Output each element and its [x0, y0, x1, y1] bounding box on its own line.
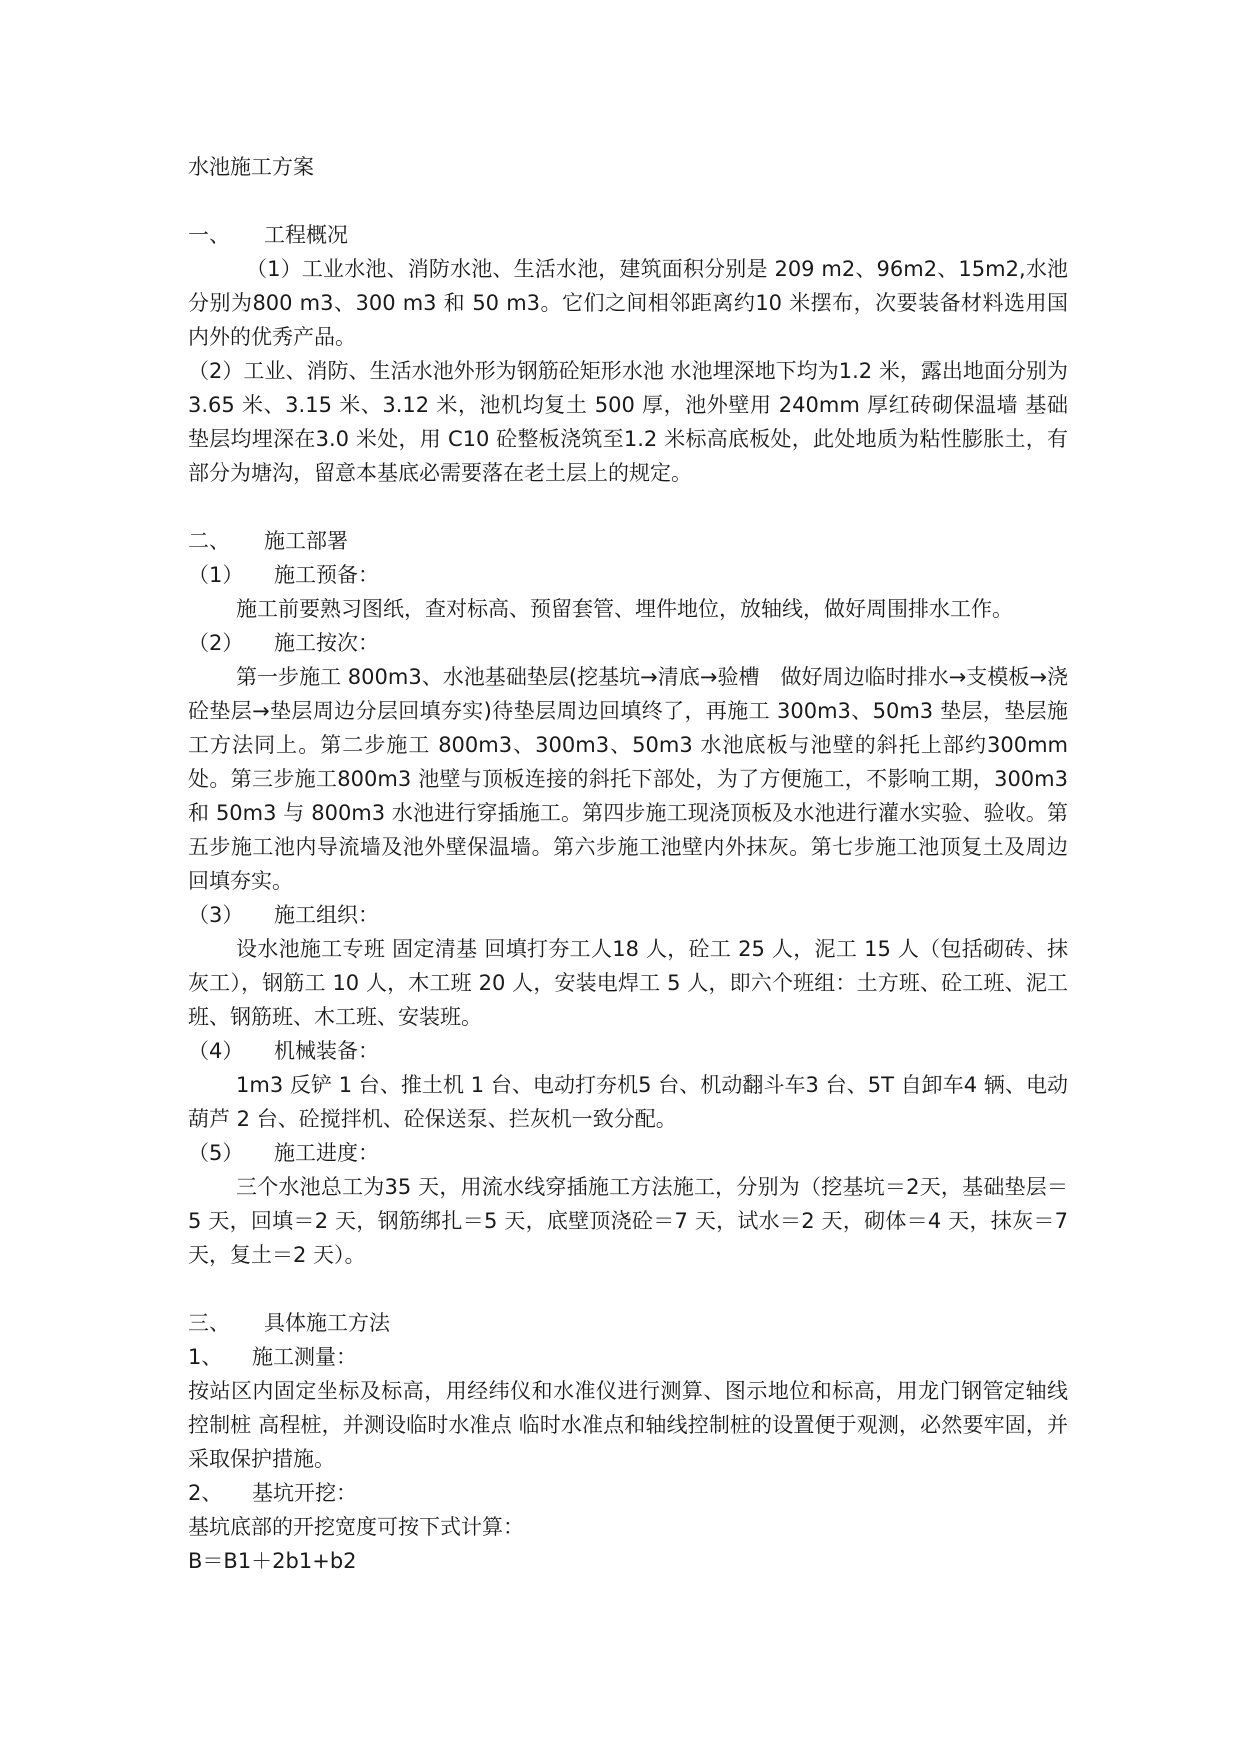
- subsection-heading: [188, 558, 1068, 592]
- section-overview: [188, 218, 1068, 490]
- subsection-title: 机械装备：: [274, 1039, 379, 1063]
- subsection-heading: [188, 1034, 1068, 1068]
- subsection-heading: [188, 626, 1068, 660]
- section-heading: [188, 1306, 1068, 1340]
- subsection-number: 1、: [188, 1345, 223, 1369]
- subsection-title: 施工进度：: [274, 1141, 379, 1165]
- section-heading: [188, 524, 1068, 558]
- paragraph: 第一步施工 800m3、水池基础垫层(挖基坑→清底→验槽 做好周边临时排水→支模板→浇砼垫层→垫层周边分层回填夯实)待垫层周边回填终了，再施工 300m3、50m3 垫层，垫层施工方法同上。第二步施工 800m3、300m3、50m3 水池底板与池壁的斜托上部约300mm 处。第三步施工800m3 池壁与顶板连接的斜托下部处，为了方便施工，不影响工期，300m3 和 50m3 与 800m3 水池进行穿插施工。第四步施工现浇顶板及水池进行灌水实验、验收。第五步施工池内导流墙及池外壁保温墙。第六步施工池壁内外抹灰。第七步施工池顶复土及周边回填夯实。: [188, 665, 1068, 893]
- subsection-title: 施工测量：: [252, 1345, 357, 1369]
- subsection-number: 2、: [188, 1481, 223, 1505]
- paragraph: 1m3 反铲 1 台、推土机 1 台、电动打夯机5 台、机动翻斗车3 台、5T 自卸车4 辆、电动葫芦 2 台、砼搅拌机、砼保送泵、拦灰机一致分配。: [188, 1073, 1068, 1131]
- document-page: [188, 150, 1068, 1612]
- subsection-number: （2）: [188, 631, 244, 655]
- subsection-number: （4）: [188, 1039, 244, 1063]
- subsection-number: （1）: [188, 563, 244, 587]
- paragraph: 基坑底部的开挖宽度可按下式计算：: [188, 1515, 524, 1539]
- subsection-title: 基坑开挖：: [252, 1481, 357, 1505]
- section-methods: [188, 1306, 1068, 1578]
- paragraph: 按站区内固定坐标及标高，用经纬仪和水准仪进行测算、图示地位和标高，用龙门钢管定轴线控制桩 高程桩，并测设临时水准点 临时水准点和轴线控制桩的设置便于观测，必然要牢固，并采取保护措施。: [188, 1379, 1068, 1471]
- paragraph: （2）工业、消防、生活水池外形为钢筋砼矩形水池 水池埋深地下均为1.2 米，露出地面分别为 3.65 米、3.15 米、3.12 米，池机均复土 500 厚，池外壁用 240mm 厚红砖砌保温墙 基础垫层均埋深在3.0 米处，用 C10 砼整板浇筑至1.2 米标高底板处，此处地质为粘性膨胀土，有部分为塘沟，留意本基底必需要落在老土层上的规定。: [188, 359, 1068, 485]
- section-title: 具体施工方法: [264, 1311, 390, 1335]
- subsection-heading: [188, 898, 1068, 932]
- section-number: 一、: [188, 223, 230, 247]
- formula: B＝B1＋2b1+b2: [188, 1549, 357, 1573]
- section-title: 工程概况: [264, 223, 348, 247]
- subsection-heading: [188, 1340, 1068, 1374]
- section-number: 二、: [188, 529, 230, 553]
- subsection-number: （3）: [188, 903, 244, 927]
- document-title: 水池施工方案: [188, 155, 314, 179]
- paragraph: 施工前要熟习图纸，查对标高、预留套管、埋件地位，放轴线，做好周围排水工作。: [236, 597, 1013, 621]
- section-heading: [188, 218, 1068, 252]
- paragraph: （1）工业水池、消防水池、生活水池，建筑面积分别是 209 m2、96m2、15m2,水池分别为800 m3、300 m3 和 50 m3。它们之间相邻距离约10 米摆布，次要装备材料选用国内外的优秀产品。: [188, 257, 1068, 349]
- subsection-title: 施工预备：: [274, 563, 379, 587]
- section-deployment: [188, 524, 1068, 1272]
- paragraph: 设水池施工专班 固定清基 回填打夯工人18 人，砼工 25 人，泥工 15 人（包括砌砖、抹灰工），钢筋工 10 人，木工班 20 人，安装电焊工 5 人，即六个班组：土方班、砼工班、泥工班、钢筋班、木工班、安装班。: [188, 937, 1068, 1029]
- paragraph: 三个水池总工为35 天，用流水线穿插施工方法施工，分别为（挖基坑＝2天，基础垫层＝5 天，回填＝2 天，钢筋绑扎＝5 天，底壁顶浇砼＝7 天，试水＝2 天，砌体＝4 天，抹灰＝7 天，复土＝2 天）。: [188, 1175, 1068, 1267]
- section-title: 施工部署: [264, 529, 348, 553]
- section-number: 三、: [188, 1311, 230, 1335]
- subsection-title: 施工组织：: [274, 903, 379, 927]
- subsection-number: （5）: [188, 1141, 244, 1165]
- subsection-heading: [188, 1476, 1068, 1510]
- subsection-title: 施工按次：: [274, 631, 379, 655]
- subsection-heading: [188, 1136, 1068, 1170]
